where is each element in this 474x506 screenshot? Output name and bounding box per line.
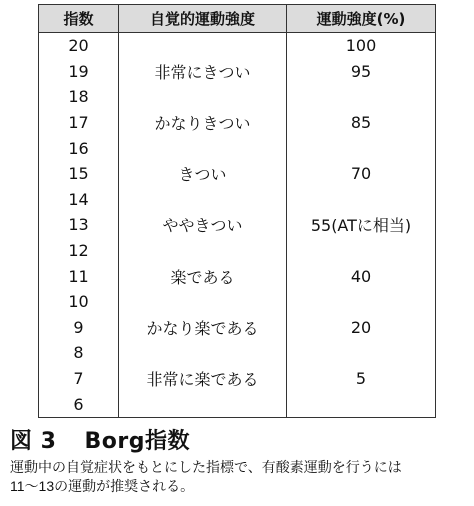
cell-perceived-exertion: 楽である [119, 263, 287, 289]
table-body [39, 33, 436, 418]
table-row [39, 212, 436, 238]
cell-index: 20 [39, 33, 119, 59]
cell-perceived-exertion [119, 33, 287, 59]
table-row [39, 187, 436, 213]
borg-scale-table-container [38, 4, 435, 415]
cell-exercise-intensity: 55(ATに相当) [287, 212, 436, 238]
figure-description [10, 458, 470, 496]
cell-index: 19 [39, 59, 119, 85]
figure-description-line: 11～13の運動が推奨される。 [10, 478, 195, 494]
cell-index: 14 [39, 187, 119, 213]
cell-exercise-intensity [287, 391, 436, 417]
cell-perceived-exertion: きつい [119, 161, 287, 187]
cell-exercise-intensity [287, 135, 436, 161]
header-index: 指数 [39, 5, 119, 33]
cell-exercise-intensity: 20 [287, 315, 436, 341]
table-row [39, 84, 436, 110]
cell-index: 9 [39, 315, 119, 341]
borg-scale-table [38, 4, 436, 418]
table-header-row [39, 5, 436, 33]
table-row [39, 161, 436, 187]
cell-perceived-exertion: かなりきつい [119, 110, 287, 136]
cell-index: 12 [39, 238, 119, 264]
table-row [39, 59, 436, 85]
cell-perceived-exertion: ややきつい [119, 212, 287, 238]
cell-index: 7 [39, 366, 119, 392]
cell-perceived-exertion [119, 289, 287, 315]
table-row [39, 110, 436, 136]
table-row [39, 135, 436, 161]
cell-exercise-intensity [287, 340, 436, 366]
cell-perceived-exertion [119, 84, 287, 110]
cell-index: 11 [39, 263, 119, 289]
table-row [39, 33, 436, 59]
cell-exercise-intensity: 85 [287, 110, 436, 136]
table-row [39, 263, 436, 289]
figure-description-line: 運動中の自覚症状をもとにした指標で、有酸素運動を行うには [10, 459, 402, 475]
cell-exercise-intensity: 95 [287, 59, 436, 85]
table-row [39, 289, 436, 315]
cell-perceived-exertion: かなり楽である [119, 315, 287, 341]
cell-index: 6 [39, 391, 119, 417]
header-perceived-exertion: 自覚的運動強度 [119, 5, 287, 33]
cell-index: 17 [39, 110, 119, 136]
figure-number: 図 3 [10, 429, 57, 454]
cell-exercise-intensity: 70 [287, 161, 436, 187]
cell-index: 13 [39, 212, 119, 238]
cell-perceived-exertion [119, 135, 287, 161]
cell-index: 10 [39, 289, 119, 315]
table-row [39, 391, 436, 417]
table-row [39, 315, 436, 341]
cell-perceived-exertion [119, 187, 287, 213]
figure-title [10, 428, 470, 456]
table-row [39, 238, 436, 264]
cell-perceived-exertion [119, 391, 287, 417]
cell-perceived-exertion: 非常にきつい [119, 59, 287, 85]
cell-exercise-intensity: 100 [287, 33, 436, 59]
cell-exercise-intensity [287, 187, 436, 213]
cell-exercise-intensity [287, 289, 436, 315]
cell-index: 18 [39, 84, 119, 110]
cell-perceived-exertion [119, 340, 287, 366]
cell-exercise-intensity [287, 84, 436, 110]
table-row [39, 366, 436, 392]
cell-index: 16 [39, 135, 119, 161]
header-exercise-intensity: 運動強度(%) [287, 5, 436, 33]
cell-index: 8 [39, 340, 119, 366]
figure-caption [10, 428, 470, 496]
cell-exercise-intensity [287, 238, 436, 264]
figure-title-text: Borg指数 [84, 429, 190, 454]
cell-exercise-intensity: 40 [287, 263, 436, 289]
cell-exercise-intensity: 5 [287, 366, 436, 392]
cell-perceived-exertion: 非常に楽である [119, 366, 287, 392]
table-row [39, 340, 436, 366]
cell-perceived-exertion [119, 238, 287, 264]
cell-index: 15 [39, 161, 119, 187]
